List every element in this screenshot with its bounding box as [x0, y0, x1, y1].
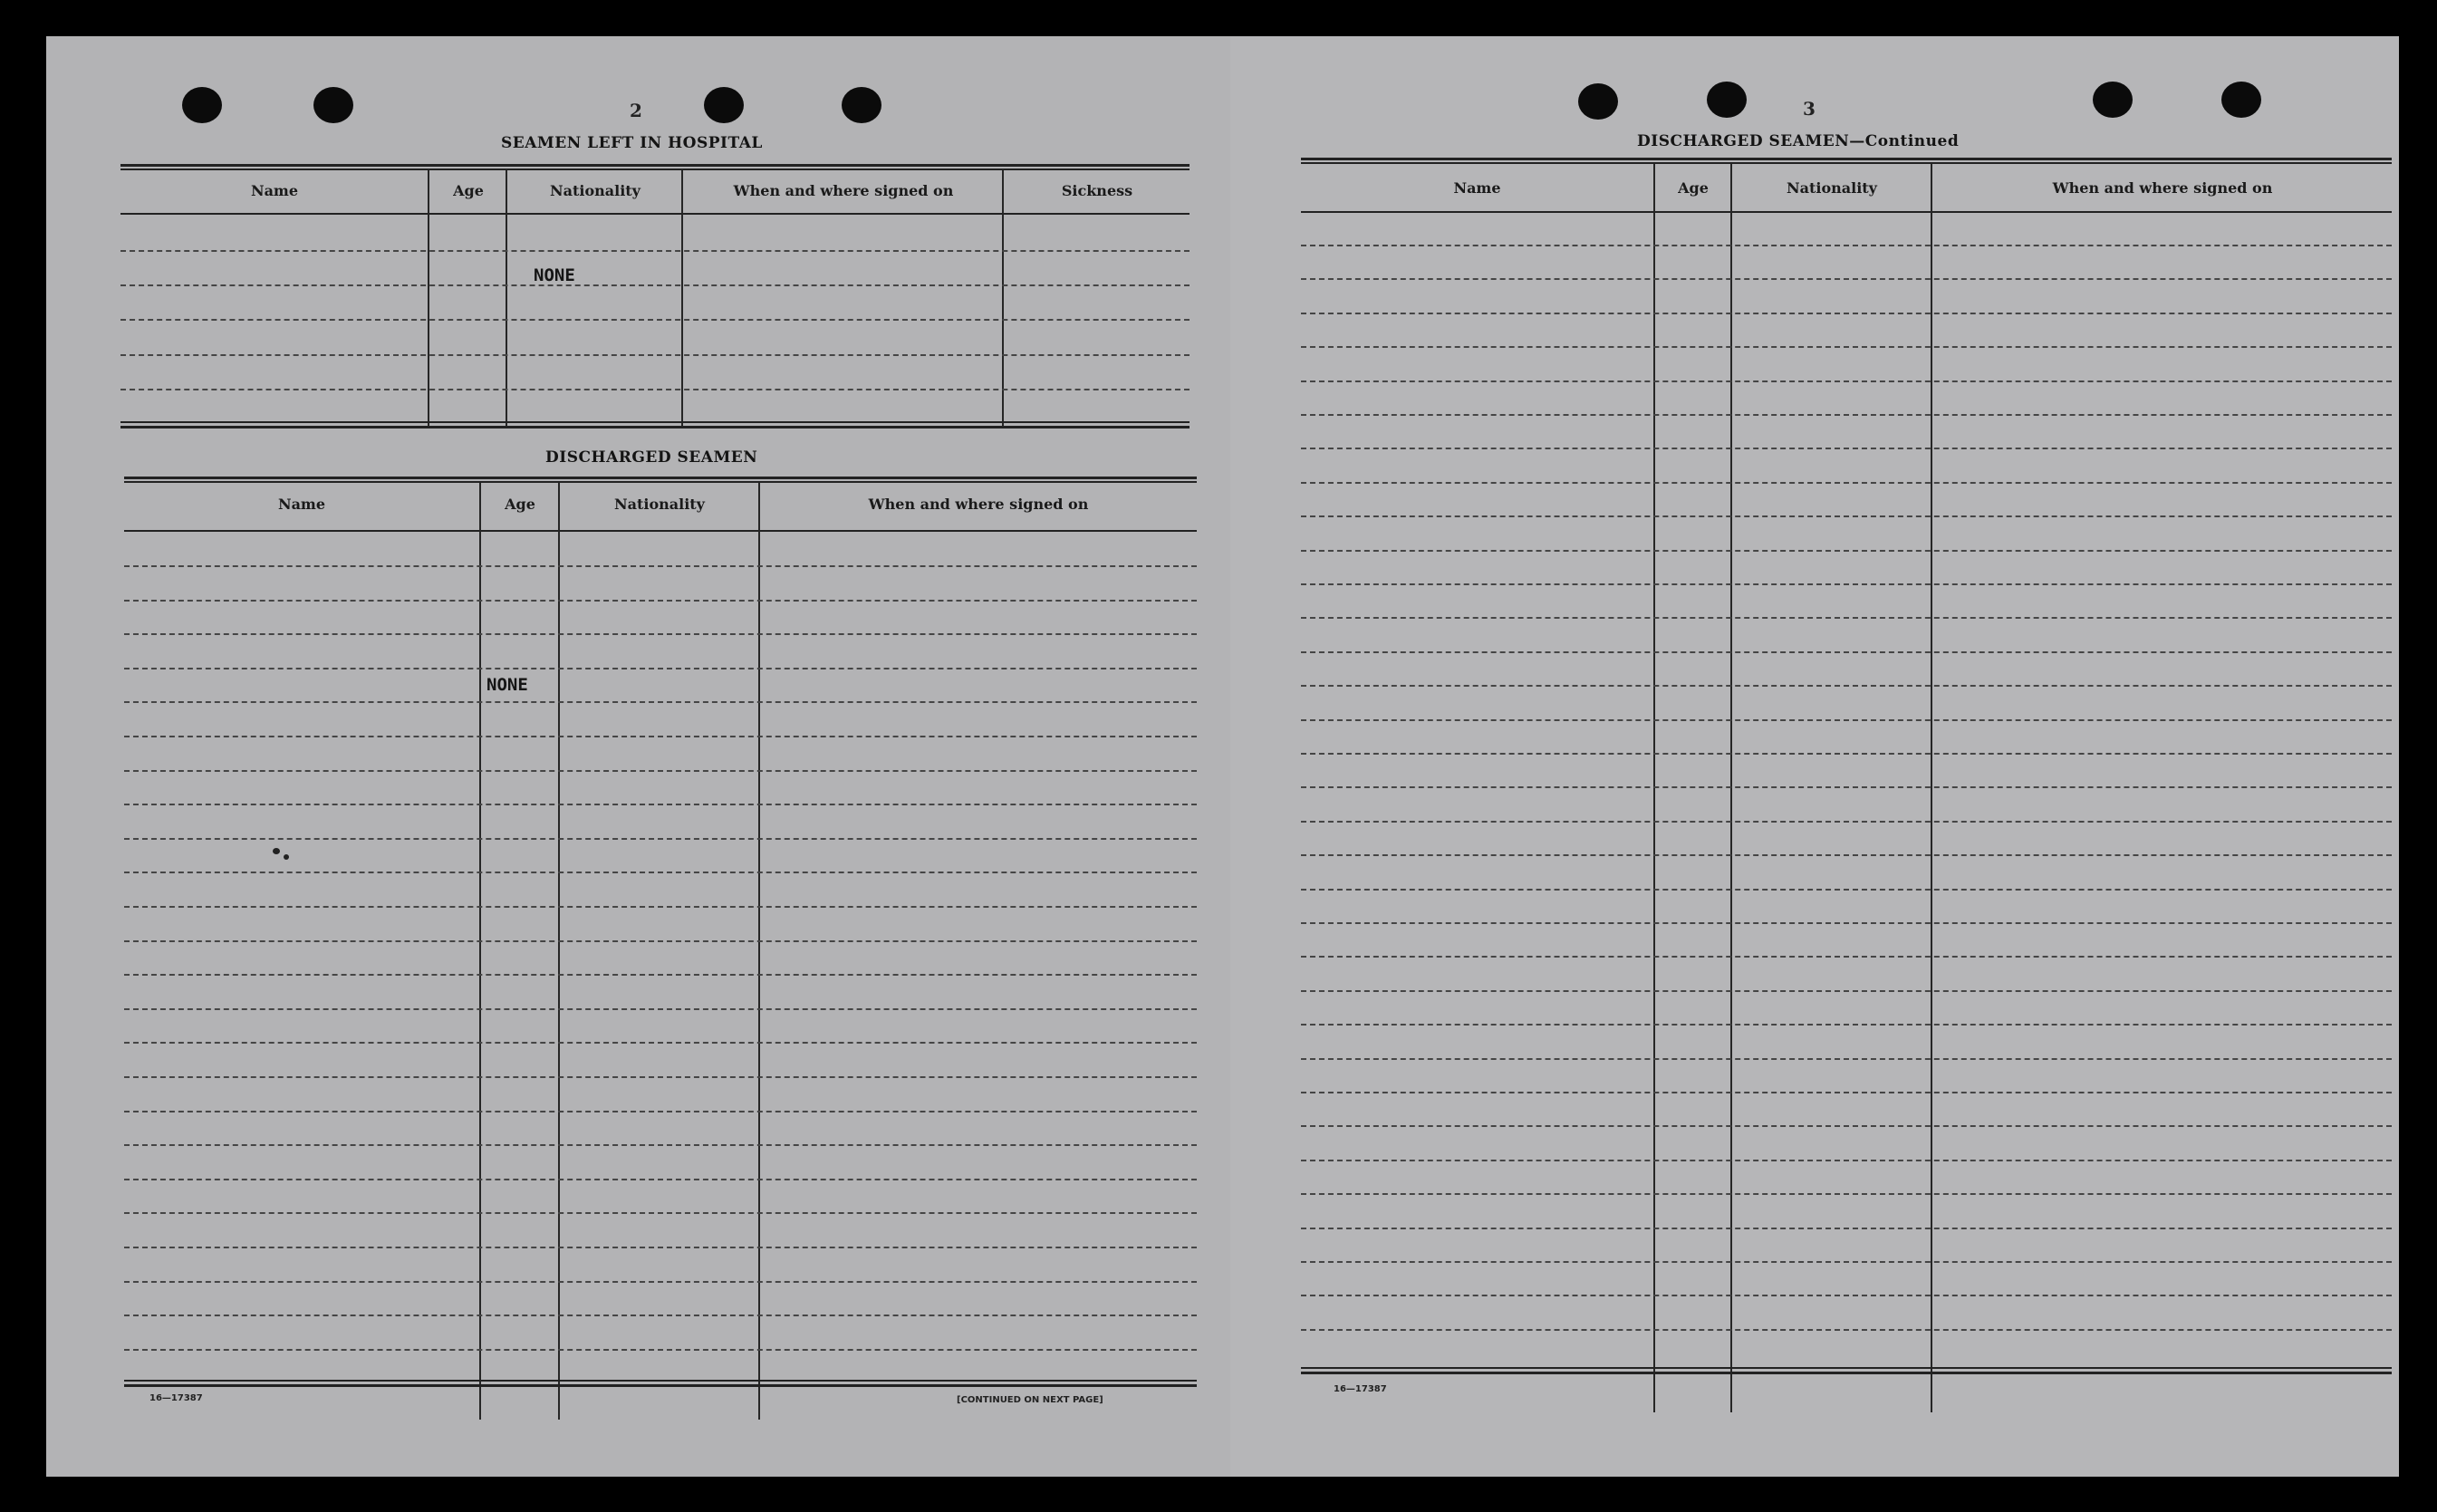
ruled-line	[1301, 956, 2392, 958]
punch-hole	[313, 87, 353, 123]
col-header-name: Name	[250, 182, 299, 199]
ruled-line	[124, 974, 1197, 976]
ruled-line	[124, 668, 1197, 669]
ruled-line	[124, 600, 1197, 602]
ruled-line	[124, 633, 1197, 635]
ruled-line	[1301, 1160, 2392, 1161]
ink-speck	[284, 854, 289, 860]
ruled-line	[1301, 651, 2392, 653]
ruled-line	[124, 1111, 1197, 1112]
ruled-line	[124, 736, 1197, 737]
col-header-signed-on: When and where signed on	[733, 182, 954, 199]
ruled-line	[1301, 753, 2392, 755]
ruled-line	[124, 906, 1197, 908]
ruled-line	[1301, 1261, 2392, 1263]
ruled-line	[1301, 313, 2392, 314]
col-header-age: Age	[453, 182, 484, 199]
ruled-line	[1301, 245, 2392, 246]
ruled-line	[124, 1281, 1197, 1283]
discharged-none-entry: NONE	[486, 675, 528, 695]
ruled-line	[124, 701, 1197, 703]
ruled-line	[1301, 278, 2392, 280]
ruled-line	[124, 838, 1197, 840]
punch-hole	[2093, 82, 2133, 118]
ruled-line	[1301, 1024, 2392, 1026]
ruled-line	[124, 1247, 1197, 1248]
ruled-line	[124, 1144, 1197, 1146]
ruled-line	[124, 1315, 1197, 1316]
col-header-signed-on: When and where signed on	[868, 496, 1089, 513]
hospital-section-title: SEAMEN LEFT IN HOSPITAL	[501, 134, 763, 152]
col-header-age: Age	[1678, 179, 1709, 197]
ruled-line	[1301, 515, 2392, 517]
punch-hole	[704, 87, 744, 123]
ruled-line	[1301, 482, 2392, 484]
col-header-name: Name	[277, 496, 326, 513]
ink-speck	[273, 848, 280, 854]
col-header-age: Age	[505, 496, 535, 513]
ruled-line	[124, 770, 1197, 772]
punch-hole	[1707, 82, 1747, 118]
ruled-line	[124, 1179, 1197, 1180]
ruled-line	[1301, 1193, 2392, 1195]
ruled-line	[1301, 1295, 2392, 1296]
ruled-line	[1301, 854, 2392, 856]
ruled-line	[1301, 922, 2392, 924]
left-page	[46, 36, 1232, 1477]
form-number: 16—17387	[1334, 1384, 1387, 1394]
ruled-line	[1301, 414, 2392, 416]
page-number: 2	[630, 100, 642, 121]
punch-hole	[842, 87, 881, 123]
ruled-line	[124, 804, 1197, 805]
col-header-nationality: Nationality	[1787, 179, 1877, 197]
ruled-line	[1301, 380, 2392, 382]
ruled-line	[1301, 685, 2392, 687]
right-page	[1230, 36, 2399, 1477]
ruled-line	[124, 565, 1197, 567]
ruled-line	[124, 1349, 1197, 1351]
ruled-line	[124, 1212, 1197, 1214]
page-number: 3	[1803, 98, 1816, 120]
ruled-line	[1301, 346, 2392, 348]
ruled-line	[1301, 719, 2392, 721]
punch-hole	[1578, 83, 1618, 120]
ruled-line	[1301, 583, 2392, 585]
ruled-line	[1301, 990, 2392, 992]
ruled-line	[124, 1008, 1197, 1010]
col-header-name: Name	[1453, 179, 1501, 197]
ruled-line	[1301, 821, 2392, 823]
discharged-continued-title: DISCHARGED SEAMEN—Continued	[1637, 132, 1960, 150]
ruled-line	[1301, 617, 2392, 619]
ruled-line	[1301, 550, 2392, 552]
col-header-sickness: Sickness	[1061, 182, 1133, 199]
ruled-line	[1301, 1228, 2392, 1229]
continued-note: [CONTINUED ON NEXT PAGE]	[957, 1395, 1103, 1405]
ruled-line	[1301, 448, 2392, 449]
ruled-line	[1301, 1092, 2392, 1093]
hospital-none-entry: NONE	[534, 265, 575, 285]
discharged-section-title: DISCHARGED SEAMEN	[545, 448, 758, 467]
ruled-line	[124, 1042, 1197, 1044]
ruled-line	[1301, 786, 2392, 788]
punch-hole	[182, 87, 222, 123]
col-header-signed-on: When and where signed on	[2052, 179, 2273, 197]
ruled-line	[1301, 1125, 2392, 1127]
ruled-line	[124, 940, 1197, 942]
ruled-line	[124, 1076, 1197, 1078]
col-header-nationality: Nationality	[550, 182, 641, 199]
ruled-line	[1301, 1058, 2392, 1060]
col-header-nationality: Nationality	[614, 496, 705, 513]
ruled-line	[124, 872, 1197, 873]
ruled-line	[1301, 1329, 2392, 1331]
ruled-line	[1301, 889, 2392, 891]
punch-hole	[2221, 82, 2261, 118]
form-number: 16—17387	[149, 1393, 203, 1403]
